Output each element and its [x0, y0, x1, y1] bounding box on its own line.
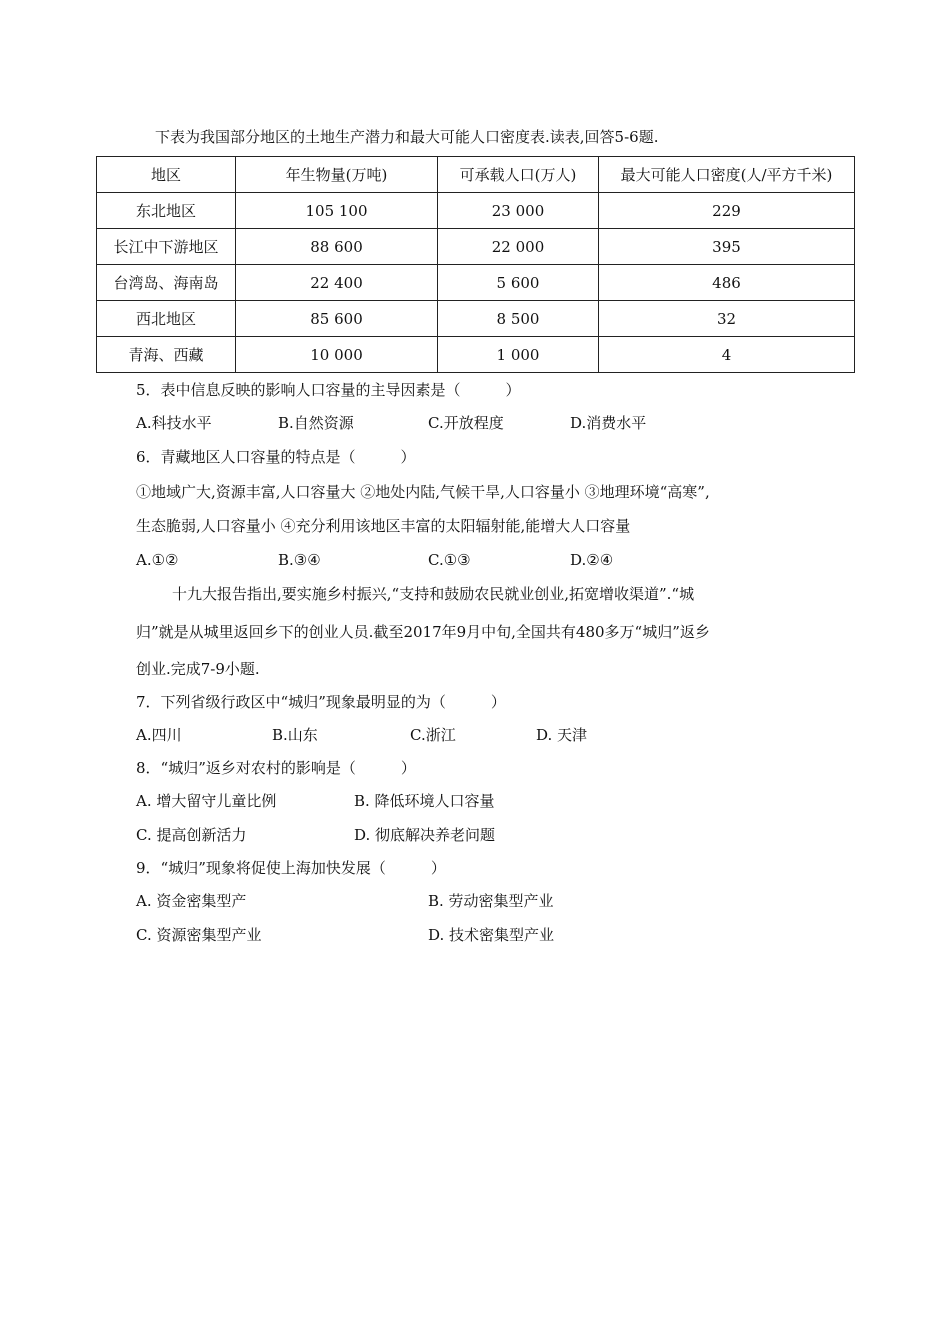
table-cell: 22 000 — [438, 229, 599, 265]
table-row — [97, 193, 855, 229]
table-cell: 22 400 — [236, 265, 438, 301]
table-row — [97, 337, 855, 373]
q5-option-d: D.消费水平 — [570, 414, 647, 432]
table-cell: 395 — [599, 229, 855, 265]
q7-stem: 7．下列省级行政区中“城归”现象最明显的为（ ） — [136, 693, 506, 711]
header-capacity: 可承载人口(万人) — [438, 157, 599, 193]
q9-option-a: A. 资金密集型产 — [136, 892, 247, 910]
q6-option-b: B.③④ — [278, 551, 321, 569]
header-region: 地区 — [97, 157, 236, 193]
table-cell: 105 100 — [236, 193, 438, 229]
table-cell: 88 600 — [236, 229, 438, 265]
q5-option-b: B.自然资源 — [278, 414, 354, 432]
q9-stem: 9．“城归”现象将促使上海加快发展（ ） — [136, 859, 446, 877]
table-cell: 东北地区 — [97, 193, 236, 229]
header-biomass: 年生物量(万吨) — [236, 157, 438, 193]
table-cell: 青海、西藏 — [97, 337, 236, 373]
land-potential-table — [96, 156, 855, 373]
table-cell: 10 000 — [236, 337, 438, 373]
q7-option-b: B.山东 — [272, 726, 318, 744]
q7-option-c: C.浙江 — [410, 726, 456, 744]
intro-paragraph: 下表为我国部分地区的土地生产潜力和最大可能人口密度表.读表,回答5-6题. — [155, 128, 659, 146]
table-cell: 229 — [599, 193, 855, 229]
q6-stem: 6．青藏地区人口容量的特点是（ ） — [136, 448, 416, 466]
q8-option-c: C. 提高创新活力 — [136, 826, 247, 844]
intro2-line3: 创业.完成7-9小题. — [136, 660, 260, 678]
q9-option-b: B. 劳动密集型产业 — [428, 892, 554, 910]
q7-option-a: A.四川 — [136, 726, 182, 744]
q6-statements-line1: ①地域广大,资源丰富,人口容量大 ②地处内陆,气候干旱,人口容量小 ③地理环境“高寒”, — [136, 483, 710, 501]
q9-option-d: D. 技术密集型产业 — [428, 926, 555, 944]
q6-statements-line2: 生态脆弱,人口容量小 ④充分利用该地区丰富的太阳辐射能,能增大人口容量 — [136, 517, 631, 535]
q5-option-c: C.开放程度 — [428, 414, 504, 432]
intro2-line1: 十九大报告指出,要实施乡村振兴,“支持和鼓励农民就业创业,拓宽增收渠道”.“城 — [172, 585, 695, 603]
q8-option-b: B. 降低环境人口容量 — [354, 792, 495, 810]
q5-stem: 5．表中信息反映的影响人口容量的主导因素是（ ） — [136, 381, 521, 399]
q9-option-c: C. 资源密集型产业 — [136, 926, 262, 944]
table-row — [97, 265, 855, 301]
table-cell: 8 500 — [438, 301, 599, 337]
q6-option-d: D.②④ — [570, 551, 614, 569]
q8-option-d: D. 彻底解决养老问题 — [354, 826, 496, 844]
q5-option-a: A.科技水平 — [136, 414, 212, 432]
table-row — [97, 229, 855, 265]
table-cell: 85 600 — [236, 301, 438, 337]
q8-stem: 8．“城归”返乡对农村的影响是（ ） — [136, 759, 416, 777]
table-cell: 23 000 — [438, 193, 599, 229]
table-cell: 台湾岛、海南岛 — [97, 265, 236, 301]
intro2-line2: 归”就是从城里返回乡下的创业人员.截至2017年9月中旬,全国共有480多万“城归”返乡 — [136, 623, 710, 641]
q7-option-d: D. 天津 — [536, 726, 588, 744]
table-cell: 32 — [599, 301, 855, 337]
table-header-row — [97, 157, 855, 193]
q8-option-a: A. 增大留守儿童比例 — [136, 792, 277, 810]
table-cell: 4 — [599, 337, 855, 373]
table-cell: 1 000 — [438, 337, 599, 373]
table-cell: 西北地区 — [97, 301, 236, 337]
header-density: 最大可能人口密度(人/平方千米) — [599, 157, 855, 193]
table-row — [97, 301, 855, 337]
table-cell: 5 600 — [438, 265, 599, 301]
table-cell: 长江中下游地区 — [97, 229, 236, 265]
table-cell: 486 — [599, 265, 855, 301]
q6-option-a: A.①② — [136, 551, 179, 569]
q6-option-c: C.①③ — [428, 551, 471, 569]
